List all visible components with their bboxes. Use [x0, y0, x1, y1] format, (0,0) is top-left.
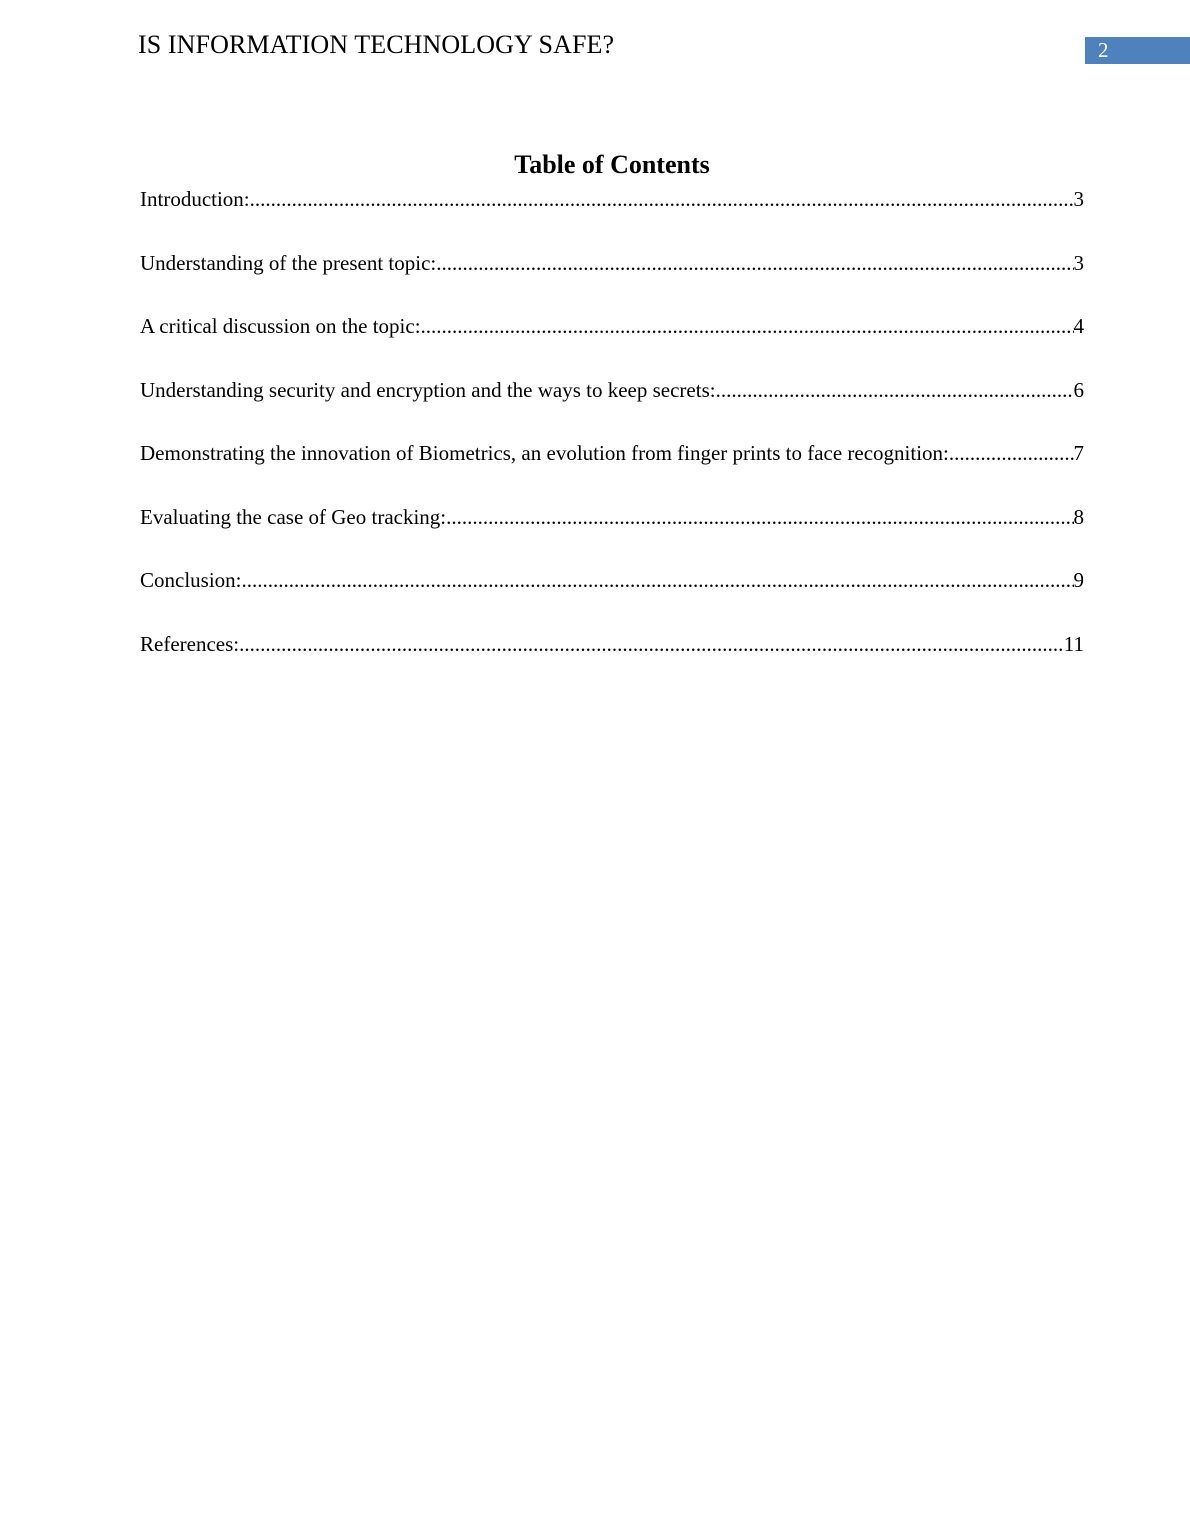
toc-entry-label: Introduction:: [140, 187, 250, 211]
toc-entry-label: A critical discussion on the topic:: [140, 314, 421, 338]
toc-dot-leader: [421, 311, 1074, 341]
running-header-title: IS INFORMATION TECHNOLOGY SAFE?: [138, 30, 615, 59]
toc-entry-page: 7: [1073, 441, 1084, 465]
toc-entry-critical-discussion[interactable]: [140, 311, 1084, 375]
toc-entry-understanding-topic[interactable]: [140, 248, 1084, 312]
toc-entry-geo-tracking[interactable]: [140, 502, 1084, 566]
toc-entry-label: Conclusion:: [140, 568, 242, 592]
toc-heading: Table of Contents: [514, 150, 710, 179]
page-number-badge: 2: [1085, 37, 1190, 64]
toc-entry-page: 8: [1073, 504, 1084, 529]
toc-dot-leader: [250, 184, 1074, 214]
toc-entry-label: Evaluating the case of Geo tracking:: [140, 504, 447, 529]
toc-dot-leader: [949, 438, 1074, 468]
toc-entry-page: 11: [1063, 631, 1084, 656]
toc-dot-leader: [436, 248, 1073, 278]
toc-entry-page: 9: [1073, 568, 1084, 592]
toc-entry-biometrics[interactable]: [140, 438, 1084, 502]
toc-entry-page: 6: [1073, 377, 1084, 402]
toc-entry-label: Understanding security and encryption and the ways to keep secrets:: [140, 377, 716, 402]
toc-entry-references[interactable]: [140, 629, 1084, 693]
toc-entry-page: 3: [1073, 250, 1084, 275]
toc-dot-leader: [239, 629, 1064, 659]
table-of-contents: [140, 184, 1084, 692]
toc-entry-label: Understanding of the present topic:: [140, 250, 437, 275]
toc-entry-security-encryption[interactable]: [140, 375, 1084, 439]
toc-entry-introduction[interactable]: [140, 184, 1084, 248]
toc-entry-label: References:: [140, 631, 240, 656]
toc-dot-leader: [242, 565, 1074, 595]
toc-entry-page: 3: [1073, 187, 1084, 211]
toc-dot-leader: [446, 502, 1073, 532]
toc-entry-label: Demonstrating the innovation of Biometrics, an evolution from finger prints to face recognition:: [140, 441, 949, 465]
toc-entry-conclusion[interactable]: [140, 565, 1084, 629]
toc-entry-page: 4: [1073, 314, 1084, 338]
toc-dot-leader: [716, 375, 1074, 405]
